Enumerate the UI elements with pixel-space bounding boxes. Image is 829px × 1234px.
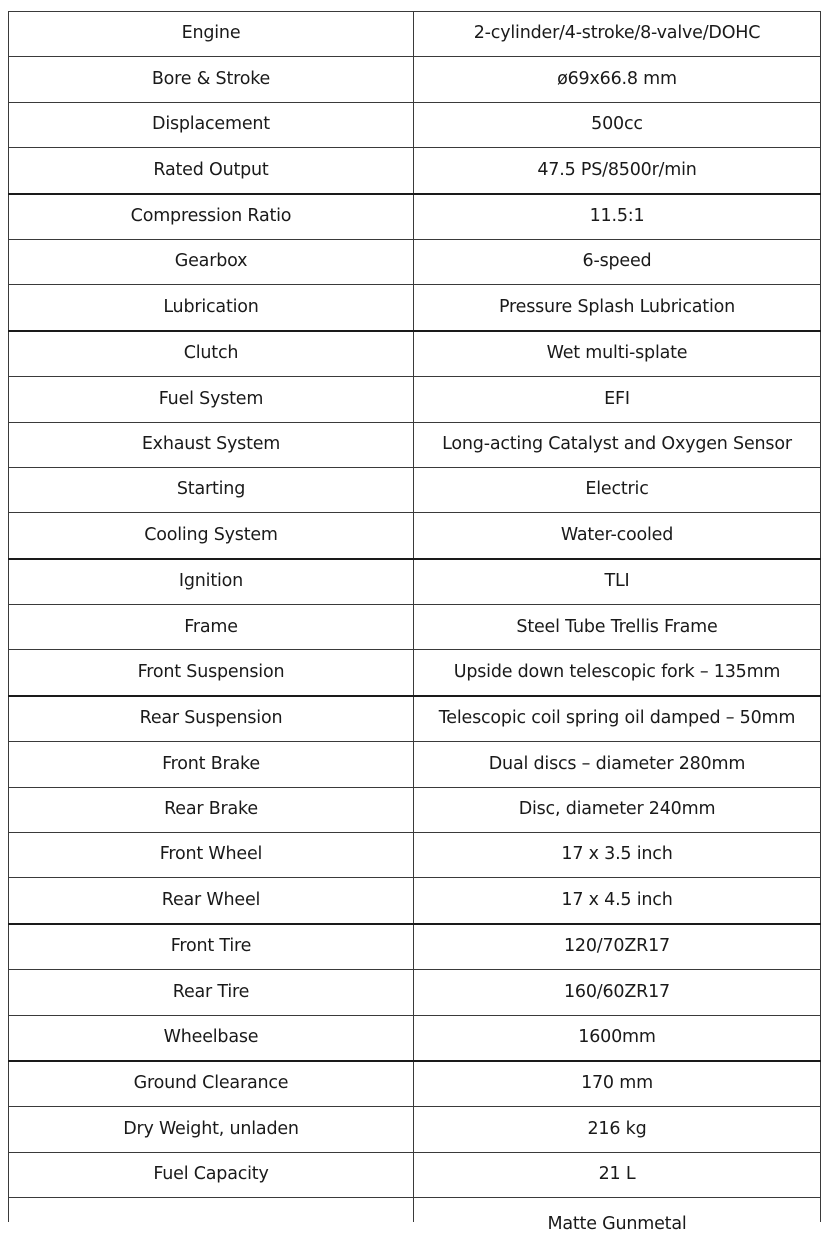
table-row: [9, 194, 821, 240]
spec-value: EFI: [414, 377, 821, 422]
spec-value: 170 mm: [414, 1061, 821, 1107]
table-row: [9, 650, 821, 696]
spec-label: Rear Suspension: [9, 696, 414, 742]
table-row-partial: [9, 1198, 821, 1223]
spec-value: 216 kg: [414, 1107, 821, 1152]
spec-value: ø69x66.8 mm: [414, 57, 821, 102]
table-row: [9, 1107, 821, 1152]
spec-value: 500cc: [414, 102, 821, 147]
table-row: [9, 12, 821, 57]
spec-label: Rear Tire: [9, 970, 414, 1015]
spec-value: Wet multi-splate: [414, 331, 821, 377]
spec-label: Rear Wheel: [9, 878, 414, 924]
spec-value: Electric: [414, 467, 821, 512]
table-row: [9, 102, 821, 147]
table-row: [9, 148, 821, 194]
spec-value: 21 L: [414, 1152, 821, 1197]
spec-value-partial: [414, 1198, 821, 1234]
table-row: [9, 377, 821, 422]
spec-value: Upside down telescopic fork – 135mm: [414, 650, 821, 696]
spec-label: Exhaust System: [9, 422, 414, 467]
spec-label: Front Brake: [9, 742, 414, 787]
table-row: [9, 422, 821, 467]
spec-value: 1600mm: [414, 1015, 821, 1061]
table-row: [9, 57, 821, 102]
spec-label: Front Wheel: [9, 833, 414, 878]
spec-value: 17 x 4.5 inch: [414, 878, 821, 924]
spec-label: Frame: [9, 605, 414, 650]
spec-label: Front Tire: [9, 924, 414, 970]
spec-label: Starting: [9, 467, 414, 512]
table-row: [9, 239, 821, 284]
table-row: [9, 1152, 821, 1197]
spec-value: 47.5 PS/8500r/min: [414, 148, 821, 194]
table-row: [9, 1015, 821, 1061]
spec-label: Compression Ratio: [9, 194, 414, 240]
spec-label: [9, 1198, 414, 1223]
spec-value: 2-cylinder/4-stroke/8-valve/DOHC: [414, 12, 821, 57]
table-row: [9, 1061, 821, 1107]
spec-value: Steel Tube Trellis Frame: [414, 605, 821, 650]
spec-value-text: Matte Gunmetal: [547, 1213, 687, 1234]
spec-table-body: [9, 12, 821, 1234]
table-row: [9, 742, 821, 787]
spec-value: 160/60ZR17: [414, 970, 821, 1015]
spec-label: Rated Output: [9, 148, 414, 194]
table-row: [9, 285, 821, 331]
table-row: [9, 513, 821, 559]
spec-label: Fuel System: [9, 377, 414, 422]
spec-label: Gearbox: [9, 239, 414, 284]
spec-value: Disc, diameter 240mm: [414, 787, 821, 832]
spec-value: 17 x 3.5 inch: [414, 833, 821, 878]
spec-table: [8, 11, 821, 1234]
spec-value: Pressure Splash Lubrication: [414, 285, 821, 331]
spec-label: Engine: [9, 12, 414, 57]
table-row: [9, 467, 821, 512]
table-row: [9, 559, 821, 605]
spec-value: Dual discs – diameter 280mm: [414, 742, 821, 787]
spec-value: Long-acting Catalyst and Oxygen Sensor: [414, 422, 821, 467]
spec-value: Telescopic coil spring oil damped – 50mm: [414, 696, 821, 742]
table-row: [9, 878, 821, 924]
spec-label: Lubrication: [9, 285, 414, 331]
table-row: [9, 605, 821, 650]
spec-label: Wheelbase: [9, 1015, 414, 1061]
table-row: [9, 331, 821, 377]
spec-label: Fuel Capacity: [9, 1152, 414, 1197]
spec-label: Bore & Stroke: [9, 57, 414, 102]
spec-label: Clutch: [9, 331, 414, 377]
table-row: [9, 696, 821, 742]
table-row: [9, 833, 821, 878]
spec-label: Ignition: [9, 559, 414, 605]
spec-label: Displacement: [9, 102, 414, 147]
spec-label: Rear Brake: [9, 787, 414, 832]
table-row: [9, 787, 821, 832]
spec-value: 6-speed: [414, 239, 821, 284]
spec-label: Dry Weight, unladen: [9, 1107, 414, 1152]
spec-value: 11.5:1: [414, 194, 821, 240]
spec-label: Ground Clearance: [9, 1061, 414, 1107]
spec-label: Cooling System: [9, 513, 414, 559]
spec-value: 120/70ZR17: [414, 924, 821, 970]
spec-label: Front Suspension: [9, 650, 414, 696]
table-row: [9, 924, 821, 970]
spec-value: TLI: [414, 559, 821, 605]
spec-value: Water-cooled: [414, 513, 821, 559]
table-row: [9, 970, 821, 1015]
